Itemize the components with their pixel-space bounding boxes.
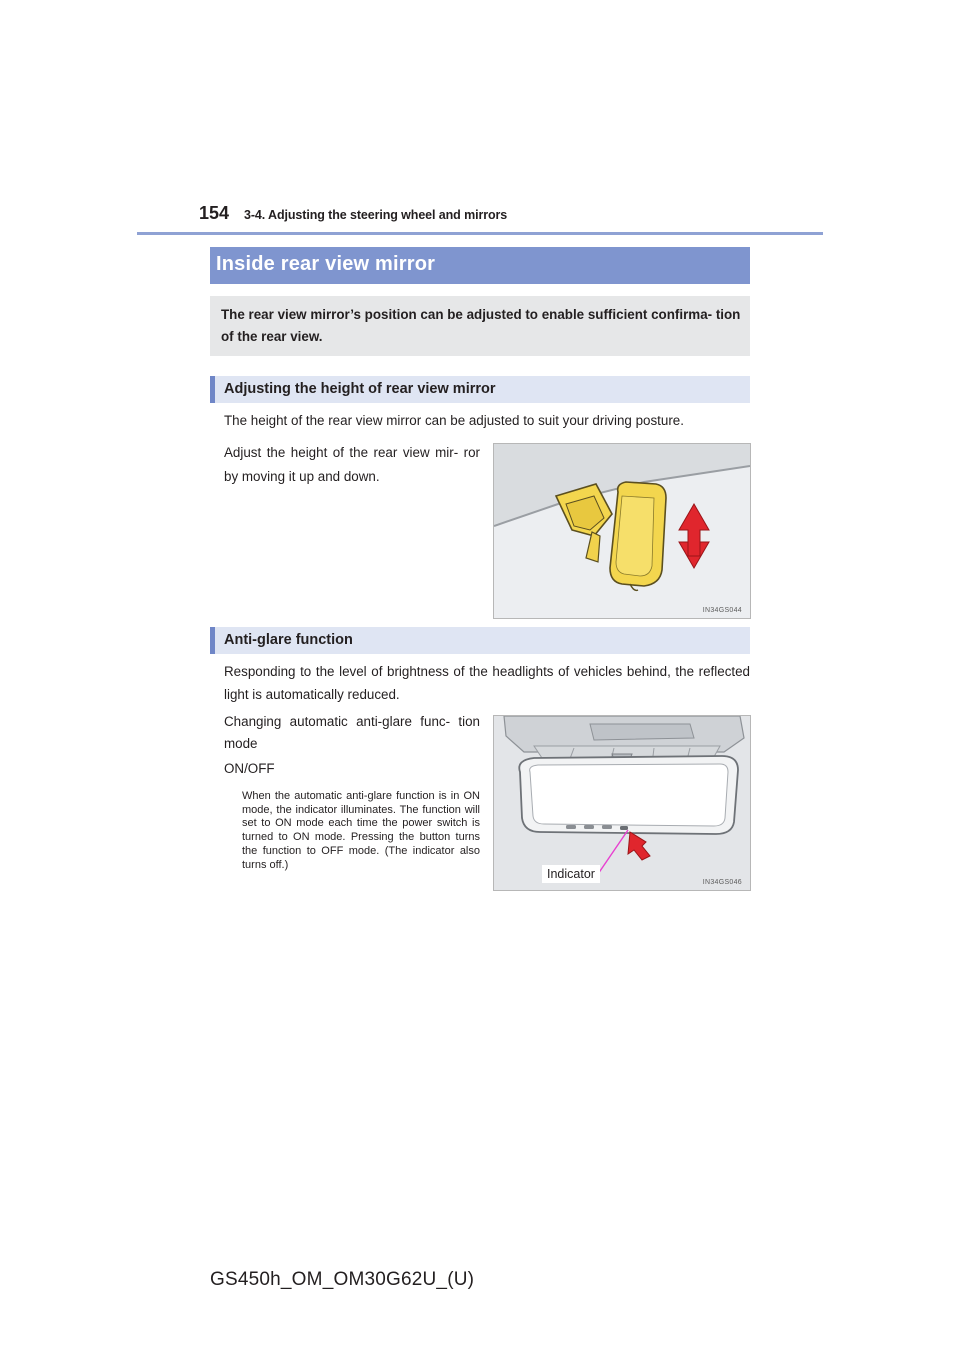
indicator-label: Indicator — [542, 865, 600, 883]
mirror-height-figure — [493, 443, 751, 619]
figure-code: IN34GS046 — [702, 879, 742, 886]
section-accent-bar — [210, 627, 215, 654]
chapter-title: 3-4. Adjusting the steering wheel and mirrors — [244, 208, 508, 222]
header-rule — [137, 232, 823, 235]
anti-glare-illustration — [494, 716, 750, 890]
mirror-height-illustration — [494, 444, 750, 618]
height-lead-text: The height of the rear view mirror can be adjusted to suit your driving posture. — [224, 413, 684, 428]
height-body-text: Adjust the height of the rear view mir- ror by moving it up and down. — [224, 445, 480, 484]
page-number: 154 — [199, 203, 230, 223]
antiglare-lead-text: Responding to the level of brightness of the headlights of vehicles behind, the reflected light is automatically reduced. — [224, 664, 750, 702]
figure-code: IN34GS044 — [702, 607, 742, 614]
antiglare-body-text: Changing automatic anti-glare func- tion mode — [224, 714, 480, 751]
section-title-height: Adjusting the height of rear view mirror — [224, 381, 496, 397]
document-footer: GS450h_OM_OM30G62U_(U) — [210, 1269, 475, 1290]
intro-text: The rear view mirror’s position can be adjusted to enable sufficient confirma- tion of the rear view. — [221, 307, 741, 344]
section-title-antiglare: Anti-glare function — [224, 632, 353, 648]
onoff-label: ON/OFF — [224, 761, 275, 776]
antiglare-note: When the automatic anti-glare function is in ON mode, the indicator illuminates. The function will set to ON mode each time the power switch is turned to ON mode. Pressing the button turns the function to OFF mode. (The indicator also turns off.) — [242, 790, 480, 871]
page-title: Inside rear view mirror — [216, 253, 436, 275]
section-accent-bar — [210, 376, 215, 403]
anti-glare-figure — [493, 715, 751, 891]
